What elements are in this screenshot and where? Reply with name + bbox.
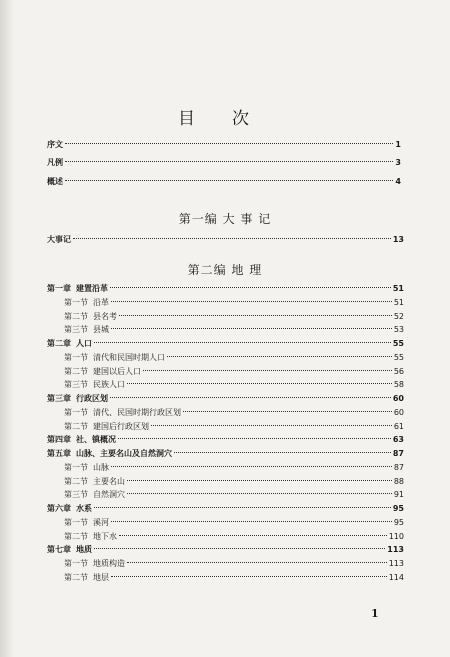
- leader-dots: [111, 466, 392, 467]
- entry-page: 88: [393, 476, 404, 486]
- toc-section: [64, 366, 404, 378]
- toc-entry-chronicle: [47, 234, 404, 246]
- entry-page: 3: [395, 158, 401, 167]
- entry-number: 第二节: [64, 311, 88, 321]
- toc-section: [64, 421, 404, 433]
- entry-number: 第一节: [64, 352, 88, 362]
- toc-chapter: [47, 393, 404, 405]
- toc-section: [64, 311, 404, 323]
- leader-dots: [174, 452, 391, 453]
- entry-number: 第二节: [64, 476, 88, 486]
- entry-label: 建国后行政区划: [93, 421, 149, 431]
- entry-label: 序文: [47, 140, 63, 149]
- entry-page: 58: [393, 380, 404, 390]
- entry-page: 113: [388, 559, 404, 568]
- leader-dots: [127, 383, 392, 384]
- entry-number: 第二节: [64, 572, 88, 582]
- toc-chapter: [47, 503, 404, 515]
- entry-number: 第一节: [64, 462, 88, 472]
- entry-label: 沿革: [93, 297, 109, 307]
- toc-chapter: [47, 544, 404, 556]
- toc-section: [64, 476, 404, 488]
- entry-page: 113: [387, 545, 404, 555]
- leader-dots: [73, 238, 391, 239]
- page-binding-edge: [0, 0, 14, 657]
- entry-number: 第一节: [64, 559, 88, 568]
- entry-page: 95: [392, 504, 404, 513]
- leader-dots: [119, 535, 387, 536]
- entry-label: 县城: [93, 325, 109, 335]
- toc-section: [64, 572, 404, 584]
- entry-label: 凡例: [47, 158, 63, 167]
- entry-label: 建置沿革: [76, 284, 108, 293]
- entry-number: 第一节: [64, 297, 88, 307]
- entry-page: 110: [388, 531, 404, 541]
- entry-page: 1: [395, 140, 401, 149]
- entry-number: 第二节: [64, 531, 88, 541]
- entry-label: 县名考: [93, 311, 117, 321]
- toc-section: [64, 558, 404, 570]
- leader-dots: [94, 342, 391, 343]
- part-heading-2: 第二编 地 理: [187, 263, 263, 277]
- entry-label: 山脉: [93, 462, 109, 472]
- leader-dots: [127, 493, 392, 494]
- entry-page: 60: [393, 407, 404, 417]
- entry-label: 主要名山: [93, 476, 125, 486]
- leader-dots: [143, 370, 392, 371]
- toc-section: [64, 297, 404, 309]
- leader-dots: [94, 507, 391, 508]
- leader-dots: [127, 480, 392, 481]
- entry-page: 61: [393, 421, 404, 431]
- entry-label: 自然洞穴: [93, 490, 125, 500]
- leader-dots: [65, 143, 393, 144]
- entry-label: 大事记: [47, 235, 71, 244]
- entry-number: 第七章: [47, 545, 71, 555]
- entry-label: 地下水: [93, 531, 117, 541]
- page-number: 1: [371, 607, 379, 620]
- entry-page: 56: [393, 366, 404, 376]
- entry-label: 人口: [76, 339, 92, 348]
- leader-dots: [110, 287, 391, 288]
- entry-number: 第一节: [64, 407, 88, 417]
- entry-number: 第三节: [64, 325, 88, 335]
- leader-dots: [110, 397, 391, 398]
- toc-chapter: [47, 434, 404, 446]
- entry-number: 第二节: [64, 366, 88, 376]
- leader-dots: [183, 411, 392, 412]
- entry-page: 87: [393, 462, 404, 472]
- entry-label: 水系: [76, 504, 92, 513]
- entry-label: 地质: [76, 545, 92, 555]
- toc-section: [64, 517, 404, 529]
- entry-label: 行政区划: [76, 394, 108, 403]
- toc-entry-notes: [47, 157, 401, 169]
- entry-number: 第二节: [64, 421, 88, 431]
- entry-label: 社、镇概况: [76, 435, 116, 445]
- toc-title: [0, 104, 450, 128]
- entry-label: 清代和民国时期人口: [93, 352, 165, 362]
- entry-number: 第四章: [47, 435, 71, 445]
- toc-title-char-1: 目: [178, 109, 195, 129]
- toc-section: [64, 407, 404, 419]
- entry-label: 民族人口: [93, 380, 125, 390]
- leader-dots: [111, 521, 392, 522]
- leader-dots: [111, 328, 392, 329]
- entry-page: 63: [392, 435, 404, 445]
- entry-label: 山脉、主要名山及自然洞穴: [76, 449, 172, 458]
- entry-page: 87: [392, 449, 404, 458]
- toc-entry-overview: [47, 176, 401, 188]
- entry-label: 清代、民国时期行政区划: [93, 407, 181, 417]
- toc-entry-preface: [47, 139, 401, 151]
- leader-dots: [94, 548, 385, 549]
- toc-chapter: [47, 448, 404, 460]
- entry-page: 55: [393, 352, 404, 362]
- leader-dots: [118, 438, 391, 439]
- entry-label: 建国以后人口: [93, 366, 141, 376]
- leader-dots: [111, 301, 392, 302]
- toc-chapter: [47, 338, 404, 350]
- leader-dots: [65, 161, 393, 162]
- toc-section: [64, 324, 404, 336]
- entry-number: 第六章: [47, 504, 71, 513]
- leader-dots: [65, 180, 393, 181]
- entry-number: 第二章: [47, 339, 71, 348]
- entry-page: 60: [392, 394, 404, 403]
- entry-page: 53: [393, 325, 404, 335]
- entry-label: 概述: [47, 177, 63, 186]
- toc-section: [64, 462, 404, 474]
- toc-section: [64, 352, 404, 364]
- entry-number: 第五章: [47, 449, 71, 458]
- entry-page: 4: [395, 177, 401, 186]
- entry-page: 13: [392, 235, 404, 244]
- toc-section: [64, 489, 404, 501]
- part-heading-1: 第一编 大 事 记: [178, 212, 272, 226]
- entry-page: 55: [392, 339, 404, 348]
- entry-number: 第一章: [47, 284, 71, 293]
- entry-number: 第三节: [64, 490, 88, 500]
- entry-page: 52: [393, 311, 404, 321]
- toc-section: [64, 531, 404, 543]
- entry-page: 51: [392, 284, 404, 293]
- entry-page: 91: [393, 490, 404, 500]
- entry-label: 地层: [93, 572, 109, 582]
- leader-dots: [167, 356, 392, 357]
- entry-number: 第一节: [64, 517, 88, 527]
- entry-number: 第三章: [47, 394, 71, 403]
- toc-chapter: [47, 283, 404, 295]
- leader-dots: [151, 425, 392, 426]
- leader-dots: [127, 562, 387, 563]
- entry-page: 95: [393, 517, 404, 527]
- entry-page: 114: [388, 572, 404, 582]
- entry-label: 地质构造: [93, 559, 125, 568]
- entry-number: 第三节: [64, 380, 88, 390]
- leader-dots: [119, 315, 392, 316]
- leader-dots: [111, 576, 387, 577]
- entry-page: 51: [393, 297, 404, 307]
- toc-section: [64, 379, 404, 391]
- entry-label: 溪河: [93, 517, 109, 527]
- toc-title-char-2: 次: [232, 109, 249, 129]
